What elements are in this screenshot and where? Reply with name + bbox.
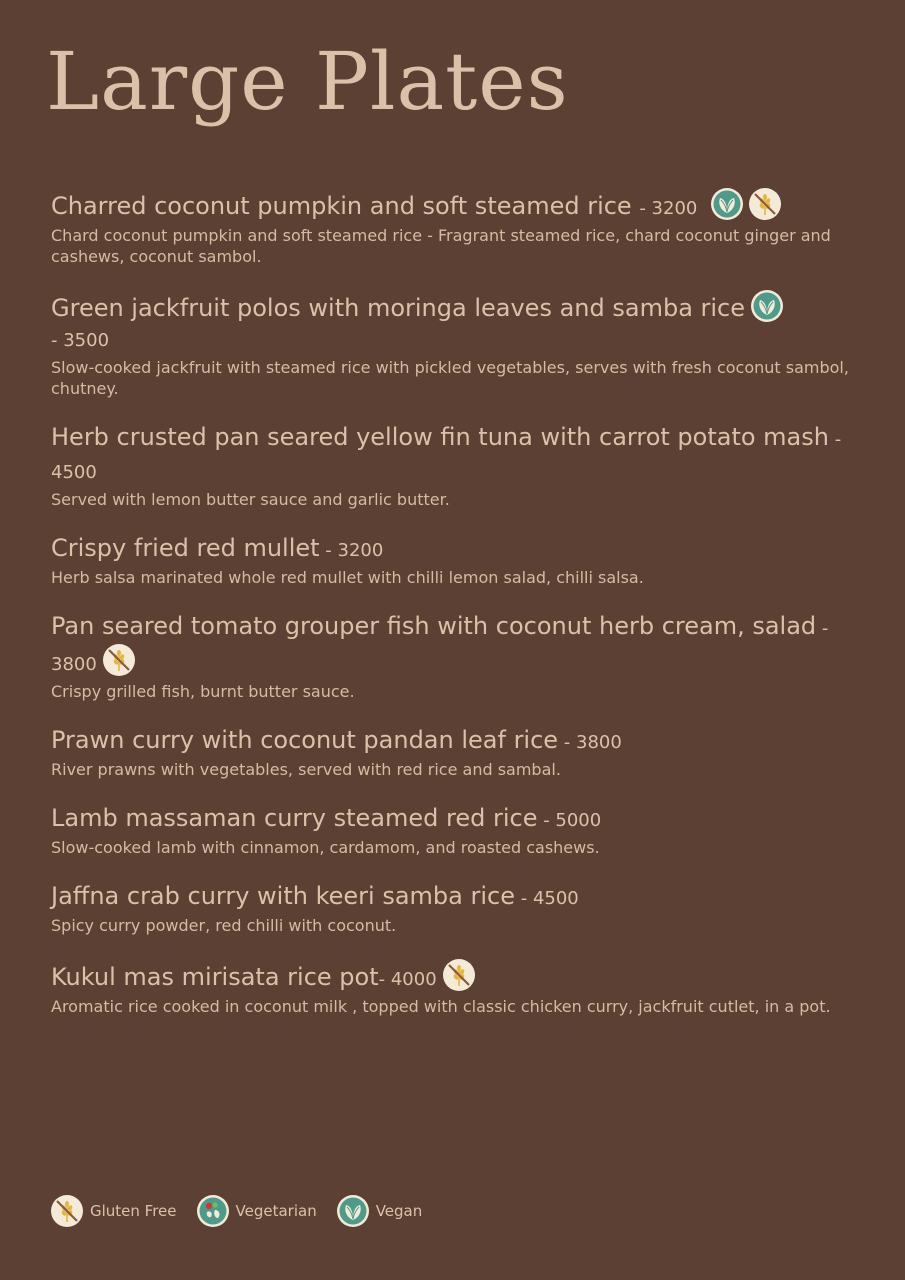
gluten-free-icon bbox=[51, 1195, 83, 1227]
legend-label: Gluten Free bbox=[90, 1202, 177, 1220]
item-price: - 4500 bbox=[51, 429, 842, 483]
legend-label: Vegan bbox=[375, 1202, 423, 1220]
item-description: Chard coconut pumpkin and soft steamed rice - Fragrant steamed rice, chard coconut ginger and cashews, coconut sambol. bbox=[51, 226, 831, 266]
gluten-free-icon bbox=[443, 959, 475, 991]
item-price: - 3800 bbox=[51, 618, 829, 675]
vegan-icon bbox=[751, 290, 783, 322]
menu-item bbox=[51, 611, 851, 702]
menu-item bbox=[51, 533, 851, 588]
menu-item bbox=[51, 959, 851, 1017]
item-name: Crispy fried red mullet bbox=[51, 534, 320, 562]
item-name: Charred coconut pumpkin and soft steamed rice bbox=[51, 192, 640, 220]
menu-item bbox=[51, 290, 851, 399]
vegan-icon bbox=[711, 188, 743, 220]
gluten-free-icon bbox=[749, 188, 781, 220]
item-price: - 5000 bbox=[537, 810, 602, 831]
legend-label: Vegetarian bbox=[235, 1202, 317, 1220]
legend-item-vegetarian bbox=[197, 1195, 317, 1227]
item-description: Aromatic rice cooked in coconut milk , topped with classic chicken curry, jackfruit cutlet, in a pot. bbox=[51, 997, 831, 1016]
gluten-free-icon bbox=[103, 644, 135, 676]
item-name: Lamb massaman curry steamed red rice bbox=[51, 804, 538, 832]
legend-item-gluten-free bbox=[51, 1195, 177, 1227]
item-price: - 4000 bbox=[378, 969, 437, 990]
item-name: Green jackfruit polos with moringa leaves and samba rice bbox=[51, 294, 746, 322]
vegan-icon bbox=[337, 1195, 369, 1227]
menu-item bbox=[51, 422, 851, 510]
item-description: Served with lemon butter sauce and garlic butter. bbox=[51, 490, 450, 509]
item-description: River prawns with vegetables, served with red rice and sambal. bbox=[51, 760, 561, 779]
item-name: Pan seared tomato grouper fish with coconut herb cream, salad bbox=[51, 612, 817, 640]
menu-item bbox=[51, 803, 851, 858]
item-description: Crispy grilled fish, burnt butter sauce. bbox=[51, 682, 355, 701]
menu-item bbox=[51, 725, 851, 780]
page-title: Large Plates bbox=[46, 35, 569, 128]
item-price: - 3800 bbox=[558, 732, 622, 753]
item-description: Herb salsa marinated whole red mullet with chilli lemon salad, chilli salsa. bbox=[51, 568, 644, 587]
item-price: - 4500 bbox=[515, 888, 579, 909]
item-name: Kukul mas mirisata rice pot bbox=[51, 963, 379, 991]
menu-item bbox=[51, 881, 851, 936]
vegetarian-icon bbox=[197, 1195, 229, 1227]
item-description: Spicy curry powder, red chilli with coconut. bbox=[51, 916, 397, 935]
item-price: - 3200 bbox=[639, 198, 698, 219]
item-description: Slow-cooked jackfruit with steamed rice with pickled vegetables, serves with fresh coconut sambol, chutney. bbox=[51, 358, 849, 398]
item-name: Jaffna crab curry with keeri samba rice bbox=[51, 882, 515, 910]
menu-list bbox=[51, 188, 851, 1040]
dietary-legend bbox=[51, 1195, 442, 1227]
item-price: - 3200 bbox=[319, 540, 384, 561]
item-description: Slow-cooked lamb with cinnamon, cardamom, and roasted cashews. bbox=[51, 838, 600, 857]
item-name: Herb crusted pan seared yellow fin tuna with carrot potato mash bbox=[51, 423, 829, 451]
item-name: Prawn curry with coconut pandan leaf rice bbox=[51, 726, 559, 754]
legend-item-vegan bbox=[337, 1195, 423, 1227]
item-price: - 3500 bbox=[51, 330, 110, 351]
menu-item bbox=[51, 188, 851, 267]
